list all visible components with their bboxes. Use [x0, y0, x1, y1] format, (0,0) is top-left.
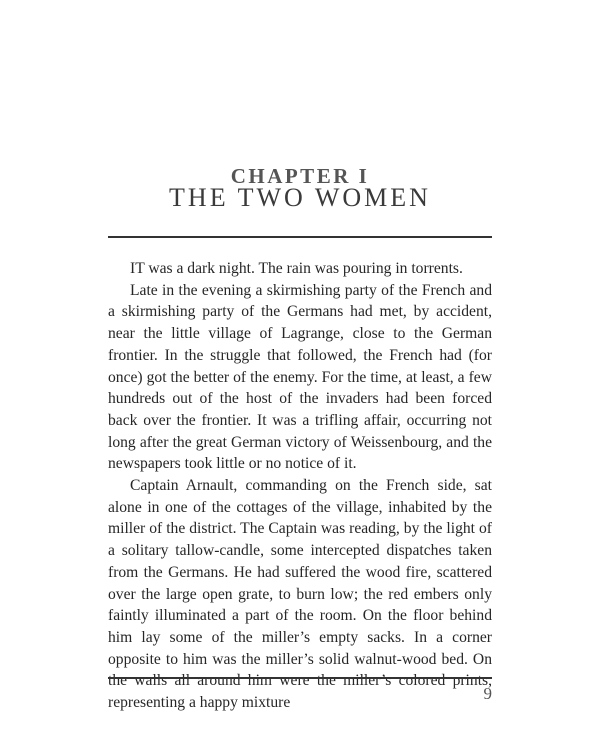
chapter-title: THE TWO WOMEN — [169, 183, 431, 212]
paragraph-2: Late in the evening a skirmishing party of the French and a skirmishing party of the Germans had met, by accident, near the little village of Lagrange, close to the German frontier. In the struggle that followed, the French had (for once) got the better of the enemy. For the time, at least, a few hundreds out of the host of the invaders had been forced back over the frontier. It was a trifling affair, occurring not long after the great German victory of Weissenbourg, and the newspapers took little or no notice of it. — [108, 281, 492, 473]
chapter-label: CHAPTER I — [230, 164, 370, 188]
header-divider — [108, 236, 492, 238]
page-number: 9 — [483, 684, 492, 703]
paragraph-3: Captain Arnault, commanding on the French side, sat alone in one of the cottages of the village, inhabited by the miller of the district. The Captain was reading, by the light of a solitary tallow-candle, some intercepted dispatches taken from the Germans. He had suffered the wood fire, scattered over the large open grate, to burn low; the red embers only faintly illuminated a part of the room. On the floor behind him lay some of the miller’s empty sacks. In a corner opposite to him was the miller’s solid walnut-wood bed. On the walls all around him were the miller’s colored prints, representing a happy mixture — [108, 477, 492, 712]
chapter-body — [108, 258, 492, 714]
footer-divider — [108, 677, 492, 679]
paragraph-1: IT was a dark night. The rain was pouring in torrents. — [130, 260, 463, 277]
